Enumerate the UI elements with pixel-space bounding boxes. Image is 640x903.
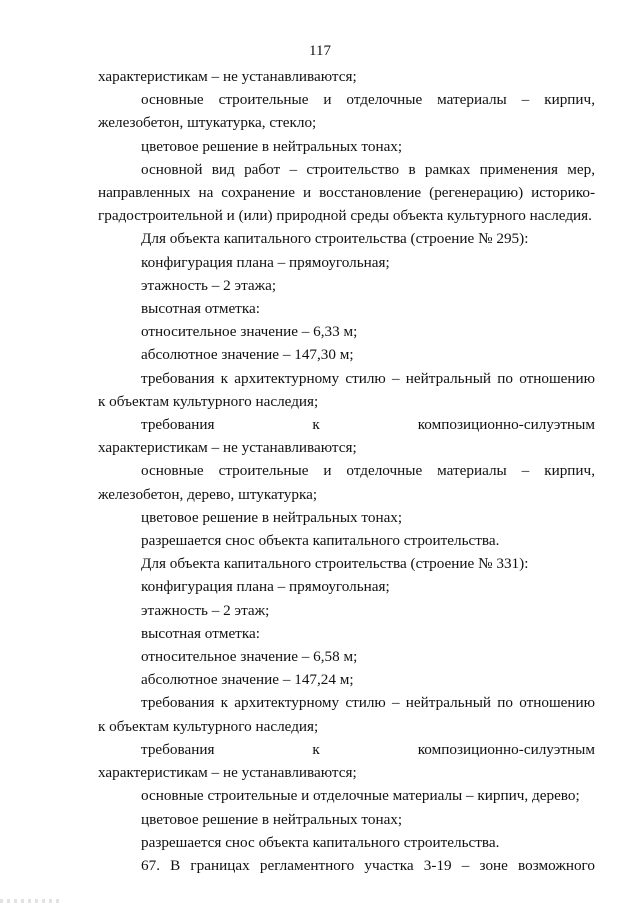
text-line: высотная отметка: — [141, 300, 260, 318]
text-line: основные строительные и отделочные материалы – кирпич, — [141, 462, 595, 480]
text-word: требования — [141, 740, 215, 758]
text-line: основной вид работ – строительство в рамках применения мер, — [141, 160, 595, 178]
text-line — [98, 413, 595, 436]
text-line: конфигурация плана – прямоугольная; — [141, 578, 390, 596]
text-line: этажность – 2 этаж; — [141, 601, 270, 619]
text-line: Для объекта капитального строительства (строение № 331): — [141, 555, 529, 573]
text-line: градостроительной и (или) природной среды объекта культурного наследия. — [98, 207, 592, 225]
text-line: конфигурация плана – прямоугольная; — [141, 253, 390, 271]
text-line: разрешается снос объекта капитального строительства. — [141, 532, 500, 550]
text-line: характеристикам – не устанавливаются; — [98, 68, 357, 85]
text-word: к — [312, 416, 320, 434]
text-line: этажность – 2 этажа; — [141, 276, 277, 294]
page-number: 117 — [309, 43, 331, 59]
text-line: цветовое решение в нейтральных тонах; — [141, 810, 403, 828]
scan-artifact — [0, 899, 60, 903]
text-word: композиционно-силуэтным — [417, 416, 595, 434]
text-line: требования к архитектурному стилю – нейтральный по отношению — [141, 369, 595, 387]
text-line: разрешается снос объекта капитального строительства. — [141, 833, 500, 851]
text-line: абсолютное значение – 147,30 м; — [141, 346, 354, 364]
text-line: основные строительные и отделочные материалы – кирпич, дерево; — [141, 787, 580, 805]
text-line: характеристикам – не устанавливаются; — [98, 764, 357, 782]
text-word: требования — [141, 416, 215, 434]
text-line: характеристикам – не устанавливаются; — [98, 439, 357, 457]
text-word: композиционно-силуэтным — [417, 740, 595, 758]
text-line: железобетон, штукатурка, стекло; — [98, 114, 317, 132]
text-line: относительное значение – 6,58 м; — [141, 648, 358, 666]
text-line: к объектам культурного наследия; — [98, 717, 319, 735]
text-line: основные строительные и отделочные материалы – кирпич, — [141, 91, 595, 109]
text-line: относительное значение – 6,33 м; — [141, 323, 358, 341]
text-line: к объектам культурного наследия; — [98, 392, 319, 410]
text-line: железобетон, дерево, штукатурка; — [98, 485, 318, 503]
text-line: направленных на сохранение и восстановление (регенерацию) историко- — [98, 184, 595, 202]
text-line: цветовое решение в нейтральных тонах; — [141, 508, 403, 526]
text-line: абсолютное значение – 147,24 м; — [141, 671, 354, 689]
text-line: цветовое решение в нейтральных тонах; — [141, 137, 403, 155]
document-body — [98, 65, 595, 877]
text-line: Для объекта капитального строительства (строение № 295): — [141, 230, 529, 248]
text-line: высотная отметка: — [141, 624, 260, 642]
text-word: к — [312, 740, 320, 758]
text-line: 67. В границах регламентного участка 3-19 – зоне возможного — [141, 856, 595, 874]
text-line — [98, 738, 595, 761]
text-line: требования к архитектурному стилю – нейтральный по отношению — [141, 694, 595, 712]
